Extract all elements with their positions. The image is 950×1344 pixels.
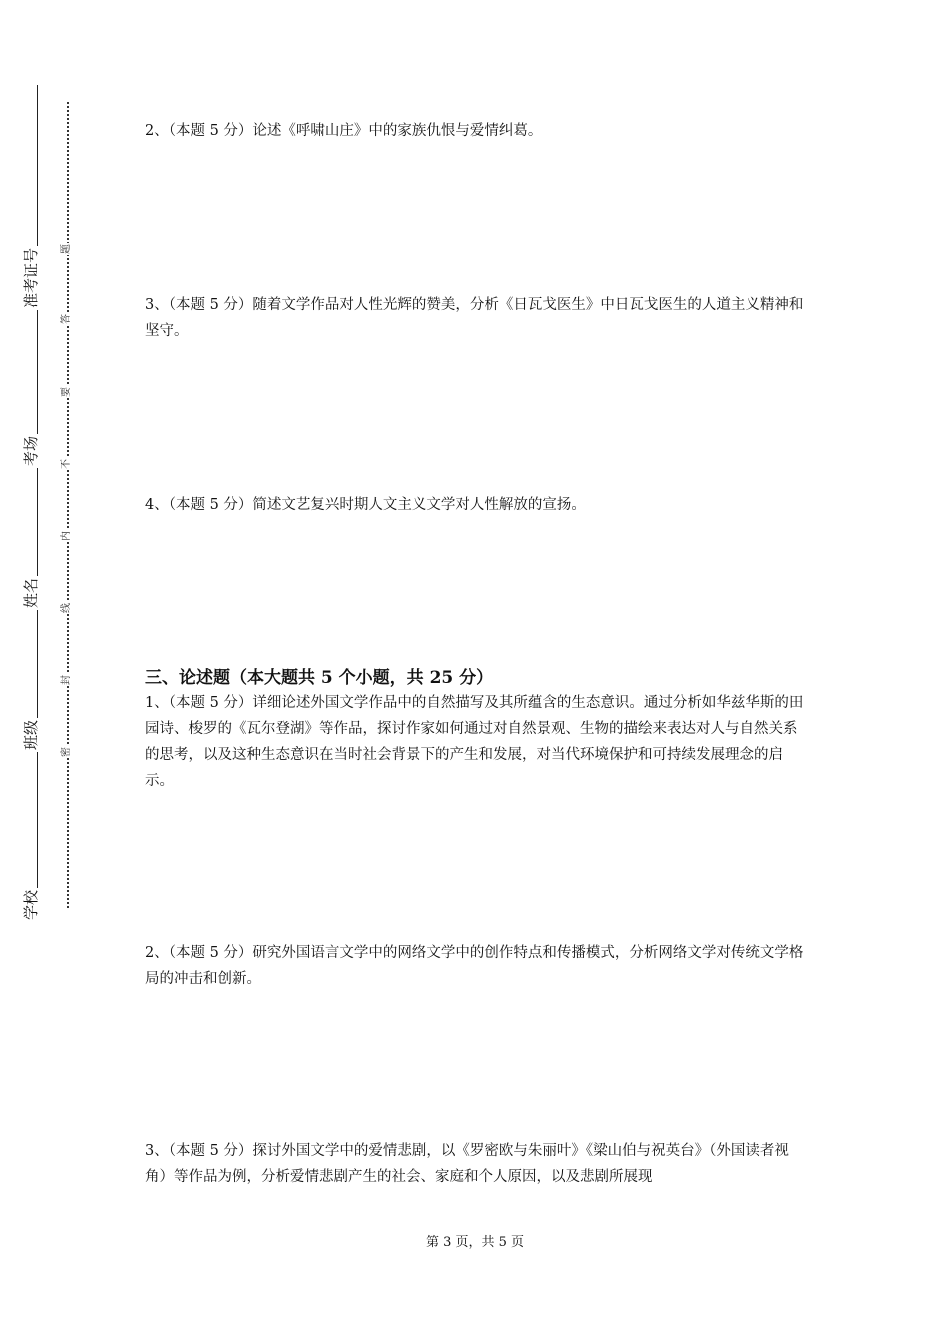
question-3-2: 2、（本题 5 分）研究外国语言文学中的网络文学中的创作特点和传播模式，分析网络文学对传统文学格局的冲击和创新。	[145, 945, 804, 987]
margin-mark-da: 答	[61, 314, 72, 324]
margin-mark-xian: 线	[61, 603, 72, 613]
label-exam-room: 考场	[22, 435, 40, 466]
margin-mark-bu: 不	[61, 459, 72, 469]
margin-mark-feng: 封	[61, 675, 72, 685]
section-3-title: 三、论述题（本大题共 5 个小题，共 25 分）	[145, 668, 494, 688]
margin-mark-yao: 要	[61, 387, 72, 397]
label-name: 姓名	[22, 577, 40, 608]
label-school: 学校	[22, 889, 40, 920]
question-2-2: 2、（本题 5 分）论述《呼啸山庄》中的家族仇恨与爱情纠葛。	[145, 123, 543, 139]
question-3-3: 3、（本题 5 分）探讨外国文学中的爱情悲剧，以《罗密欧与朱丽叶》《梁山伯与祝英台》（外国读者视角）等作品为例，分析爱情悲剧产生的社会、家庭和个人原因，以及悲剧所展现	[145, 1143, 789, 1185]
page-footer: 第 3 页，共 5 页	[425, 1235, 525, 1250]
question-2-4: 4、（本题 5 分）简述文艺复兴时期人文主义文学对人性解放的宣扬。	[145, 497, 586, 513]
margin-mark-mi: 密	[61, 747, 72, 757]
label-class: 班级	[22, 719, 40, 750]
margin-mark-ti: 题	[61, 244, 72, 254]
question-3-1: 1、（本题 5 分）详细论述外国文学作品中的自然描写及其所蕴含的生态意识。通过分析如华兹华斯的田园诗、梭罗的《瓦尔登湖》等作品，探讨作家如何通过对自然景观、生物的描绘来表达对人与自然关系的思考，以及这种生态意识在当时社会背景下的产生和发展，对当代环境保护和可持续发展理念的启示。	[145, 695, 804, 789]
margin-mark-nei: 内	[61, 531, 72, 541]
question-2-3: 3、（本题 5 分）随着文学作品对人性光辉的赞美，分析《日瓦戈医生》中日瓦戈医生的人道主义精神和坚守。	[145, 297, 804, 339]
binding-solid-line	[37, 85, 38, 920]
label-exam-number: 准考证号	[22, 247, 40, 308]
binding-dotted-line	[67, 102, 69, 908]
